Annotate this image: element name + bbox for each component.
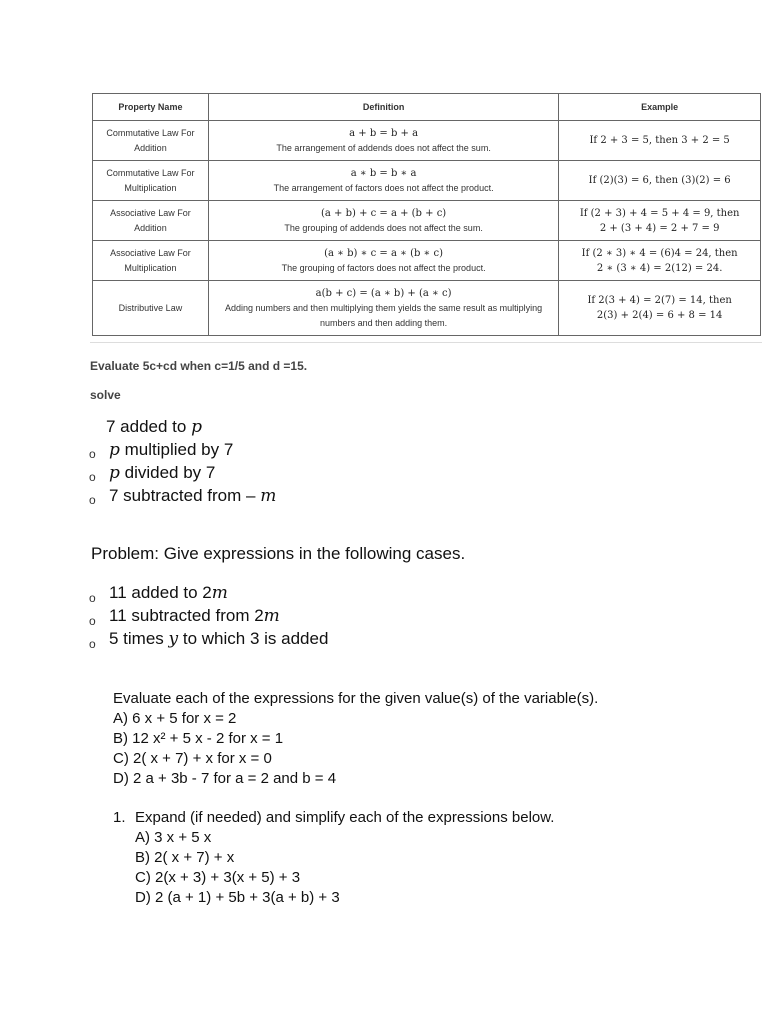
example-line: 2 ∗ (3 ∗ 4) = 2(12) = 24. [596,262,723,274]
expand-item: D) 2 (a + 1) + 5b + 3(a + b) + 3 [135,889,340,906]
solve-label: solve [90,388,121,402]
definition-cell [208,241,558,281]
table-header-row [93,94,761,121]
table-row [93,161,761,201]
definition-text: The grouping of factors does not affect the product. [281,262,486,273]
definition-text: Adding numbers and then multiplying them yields the same result as multiplying numbers and then adding them. [225,302,543,328]
property-name-cell [93,121,209,161]
definition-text: The arrangement of addends does not affect the sum. [276,142,491,153]
evaluate-intro: Evaluate each of the expressions for the given value(s) of the variable(s). [113,690,599,707]
table-row [93,201,761,241]
property-name-cell [93,201,209,241]
list-item-post: to which 3 is added [178,629,329,648]
problem-heading: Problem: Give expressions in the following cases. [91,544,466,563]
property-name-line: Addition [134,142,167,153]
list-item-post: multiplied by 7 [119,440,234,459]
expand-number: 1. [113,809,126,826]
property-name-line: Commutative Law For [106,127,195,138]
definition-formula: (a ∗ b) ∗ c = a ∗ (b ∗ c) [324,247,444,259]
property-name-line: Addition [134,222,167,233]
list1-first-line [106,417,202,437]
property-name-line: Multiplication [124,262,177,273]
table-row [93,241,761,281]
bullet-icon: o [89,493,96,507]
definition-formula: (a + b) + c = a + (b + c) [320,207,447,219]
definition-text: The arrangement of factors does not affect the product. [273,182,494,193]
property-name-line: Commutative Law For [106,167,195,178]
property-name-cell [93,161,209,201]
header-example: Example [559,94,761,121]
property-name-cell [93,281,209,336]
list-item-pre: 7 subtracted from – [109,486,261,505]
bullet-icon: o [89,447,96,461]
example-cell [559,161,761,201]
bullet-icon: o [89,637,96,651]
expand-intro: Expand (if needed) and simplify each of the expressions below. [135,809,555,826]
expand-block [135,808,554,908]
variable: y [168,629,179,649]
expand-item: B) 2( x + 7) + x [135,849,235,866]
example-cell [559,241,761,281]
evaluate-heading: Evaluate 5c+cd when c=1/5 and d =15. [90,359,308,373]
property-name-line: Associative Law For [110,247,191,258]
definition-cell [208,161,558,201]
property-name-line: Multiplication [124,182,177,193]
example-line: 2(3) + 2(4) = 6 + 8 = 14 [596,310,723,321]
bullet-icon: o [89,470,96,484]
list-item [109,486,276,506]
header-definition: Definition [208,94,558,121]
bullet-icon: o [89,591,96,605]
list-item-pre: 11 added to 2 [109,583,212,602]
expand-item: A) 3 x + 5 x [135,829,212,846]
example-cell [559,281,761,336]
definition-formula: a + b = b + a [349,127,419,139]
example-line: 2 + (3 + 4) = 2 + 7 = 9 [599,222,720,234]
list-item [109,463,215,483]
definition-cell [208,281,558,336]
definition-formula: a ∗ b = b ∗ a [350,167,417,179]
evaluate-item: A) 6 x + 5 for x = 2 [113,710,237,727]
definition-text: The grouping of addends does not affect the sum. [284,222,483,233]
evaluate-item: D) 2 a + 3b - 7 for a = 2 and b = 4 [113,770,337,787]
evaluate-item: B) 12 x² + 5 x - 2 for x = 1 [113,730,284,747]
definition-formula: a(b + c) = (a ∗ b) + (a ∗ c) [315,287,452,299]
example-line: If 2 + 3 = 5, then 3 + 2 = 5 [589,135,730,146]
table-row [93,121,761,161]
list-item-pre: 11 subtracted from 2 [109,606,264,625]
evaluate-item: C) 2( x + 7) + x for x = 0 [113,750,272,767]
list-item [109,440,233,460]
header-property-name: Property Name [93,94,209,121]
list-item [109,629,328,649]
variable: m [260,486,277,506]
example-line: If 2(3 + 4) = 2(7) = 14, then [587,295,732,306]
evaluate-block [113,689,598,789]
variable: m [211,583,228,603]
properties-table [92,93,761,336]
variable: p [109,463,120,483]
variable: p [109,440,120,460]
bullet-icon: o [89,614,96,628]
list-item-post: divided by 7 [119,463,216,482]
definition-cell [208,201,558,241]
list1-first-pre: 7 added to [106,417,192,436]
variable: p [191,417,202,437]
example-cell [559,201,761,241]
list-item-pre: 5 times [109,629,169,648]
list-item [109,606,280,626]
definition-cell [208,121,558,161]
property-name-line: Associative Law For [110,207,191,218]
expand-item: C) 2(x + 3) + 3(x + 5) + 3 [135,869,301,886]
example-line: If (2 ∗ 3) ∗ 4 = (6)4 = 24, then [581,247,738,259]
example-cell [559,121,761,161]
variable: m [263,606,280,626]
list-item [109,583,228,603]
table-row [93,281,761,336]
section-divider [90,342,762,343]
property-name-cell [93,241,209,281]
example-line: If (2)(3) = 6, then (3)(2) = 6 [588,175,731,186]
example-line: If (2 + 3) + 4 = 5 + 4 = 9, then [579,207,740,219]
property-name-line: Distributive Law [118,302,183,313]
